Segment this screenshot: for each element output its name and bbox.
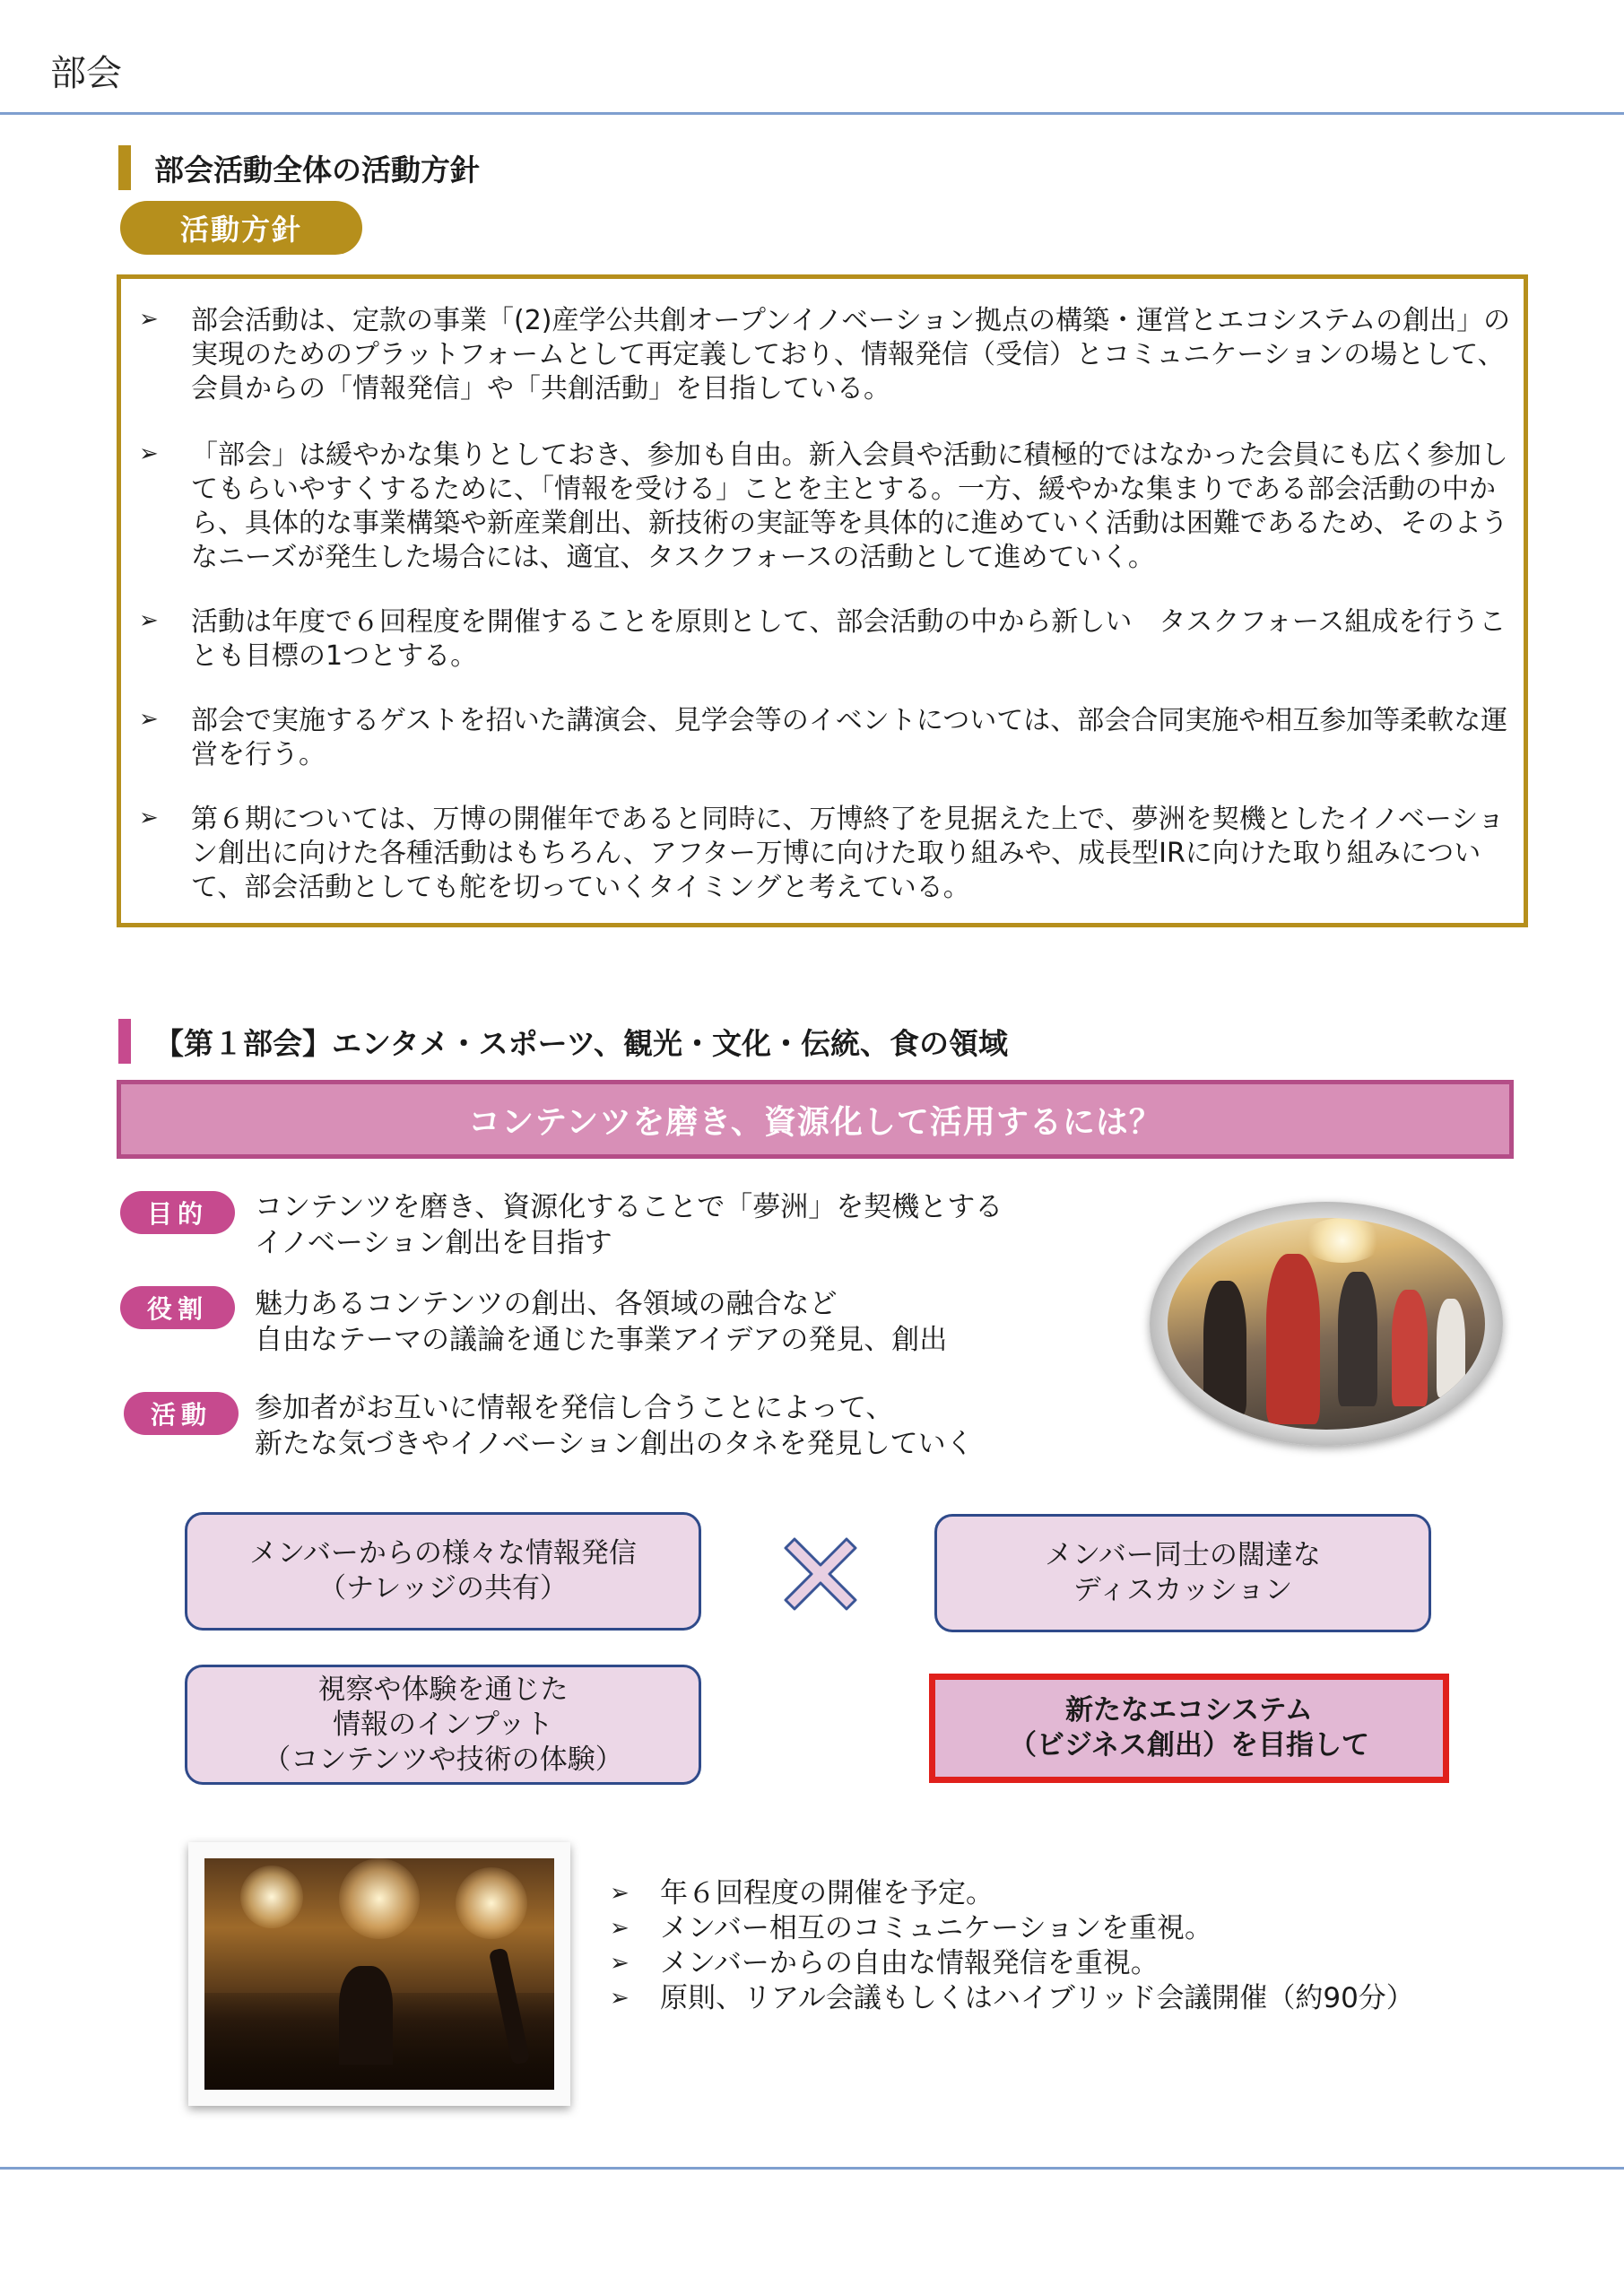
desc-line: 魅力あるコンテンツの創出、各領域の融合など <box>255 1288 838 1320</box>
list-item-text: メンバーからの自由な情報発信を重視。 <box>660 1947 1159 1979</box>
card-line: メンバーからの様々な情報発信 <box>249 1537 637 1570</box>
card-line: ディスカッション <box>1073 1574 1293 1606</box>
card-input <box>185 1665 701 1785</box>
activity-description <box>255 1390 974 1462</box>
card-line: （ナレッジの共有） <box>317 1572 569 1605</box>
card-discussion <box>934 1514 1431 1632</box>
desc-line: コンテンツを磨き、資源化することで「夢洲」を契機とする <box>255 1191 1003 1223</box>
card-line: （ビジネス創出）を目指して <box>1008 1729 1370 1761</box>
policy-pill-label: 活動方針 <box>120 201 362 255</box>
footer-divider <box>0 2167 1624 2170</box>
section-title-bukai1: 【第１部会】エンタメ・スポーツ、観光・文化・伝統、食の領域 <box>154 1026 1009 1061</box>
card-line: 視察や体験を通じた <box>317 1673 569 1706</box>
policy-item-text: 部会活動は、定款の事業「(2)産学公共創オープンイノベーション拠点の構築・運営とエコシステムの創出」の実現のためのプラットフォームとして再定義しており、情報発信（受信）とコミュニケーションの場として、会員からの「情報発信」や「共創活動」を目指している。 <box>191 305 1511 404</box>
desc-line: 参加者がお互いに情報を発信し合うことによって、 <box>255 1392 894 1424</box>
card-line: 新たなエコシステム <box>1065 1694 1313 1726</box>
card-line: 情報のインプット <box>333 1708 553 1741</box>
arrowhead-bullet-icon: ➢ <box>139 706 159 733</box>
tag-activity: 活動 <box>124 1392 239 1435</box>
policy-item-text: 「部会」は緩やかな集りとしておき、参加も自由。新入会員や活動に積極的ではなかった会員にも広く参加してもらいやすくするために、「情報を受ける」ことを主とする。一方、緩やかな集まりである部会活動の中から、具体的な事業構築や新産業創出、新技術の実証等を具体的に進めていく活動は困難であるため、そのようなニーズが発生した場合には、適宜、タスクフォースの活動として進めていく。 <box>191 439 1508 573</box>
arrowhead-bullet-icon: ➢ <box>610 1915 630 1942</box>
card-line: （コンテンツや技術の体験） <box>263 1743 623 1776</box>
header-divider <box>0 112 1624 115</box>
list-item-text: 年６回程度の開催を予定。 <box>660 1877 994 1909</box>
marathon-photo-image <box>1168 1218 1485 1430</box>
multiply-cross-icon <box>780 1534 861 1614</box>
tag-purpose: 目的 <box>120 1191 235 1234</box>
arrowhead-bullet-icon: ➢ <box>139 804 159 831</box>
arrowhead-bullet-icon: ➢ <box>139 440 159 467</box>
section-title-policy: 部会活動全体の活動方針 <box>154 152 480 187</box>
arrowhead-bullet-icon: ➢ <box>610 1950 630 1977</box>
arrowhead-bullet-icon: ➢ <box>139 306 159 333</box>
desc-line: 自由なテーマの議論を通じた事業アイデアの発見、創出 <box>255 1324 948 1356</box>
desc-line: 新たな気づきやイノベーション創出のタネを発見していく <box>255 1428 974 1460</box>
concert-photo <box>188 1842 570 2106</box>
policy-item-text: 部会で実施するゲストを招いた講演会、見学会等のイベントについては、部会合同実施や相互参加等柔軟な運営を行う。 <box>191 705 1508 770</box>
card-ecosystem-goal <box>929 1674 1449 1783</box>
list-item-text: メンバー相互のコミュニケーションを重視。 <box>660 1912 1212 1944</box>
tag-role: 役割 <box>120 1286 235 1329</box>
theme-banner: コンテンツを磨き、資源化して活用するには？ <box>117 1080 1514 1159</box>
card-info-sharing <box>185 1512 701 1631</box>
policy-box <box>117 274 1528 927</box>
arrowhead-bullet-icon: ➢ <box>610 1880 630 1907</box>
policy-item-text: 第６期については、万博の開催年であると同時に、万博終了を見据えた上で、夢洲を契機としたイノベーション創出に向けた各種活動はもちろん、アフター万博に向けた取り組みや、成長型IRに向けた取り組みについて、部会活動としても舵を切っていくタイミングと考えている。 <box>191 804 1505 903</box>
arrowhead-bullet-icon: ➢ <box>610 1985 630 2012</box>
role-description <box>255 1286 947 1358</box>
concert-photo-image <box>204 1858 554 2090</box>
page-title: 部会 <box>50 53 122 94</box>
desc-line: イノベーション創出を目指す <box>255 1227 612 1259</box>
purpose-description <box>255 1189 1003 1261</box>
list-item-text: 原則、リアル会議もしくはハイブリッド会議開催（約90分） <box>660 1982 1414 2014</box>
marathon-photo <box>1150 1202 1503 1446</box>
card-line: メンバー同士の闊達な <box>1045 1539 1321 1571</box>
policy-item-text: 活動は年度で６回程度を開催することを原則として、部会活動の中から新しい タスクフォース組成を行うことも目標の1つとする。 <box>191 606 1507 672</box>
arrowhead-bullet-icon: ➢ <box>139 607 159 634</box>
section-marker-bukai1 <box>118 1019 131 1064</box>
section-marker-policy <box>118 145 131 190</box>
